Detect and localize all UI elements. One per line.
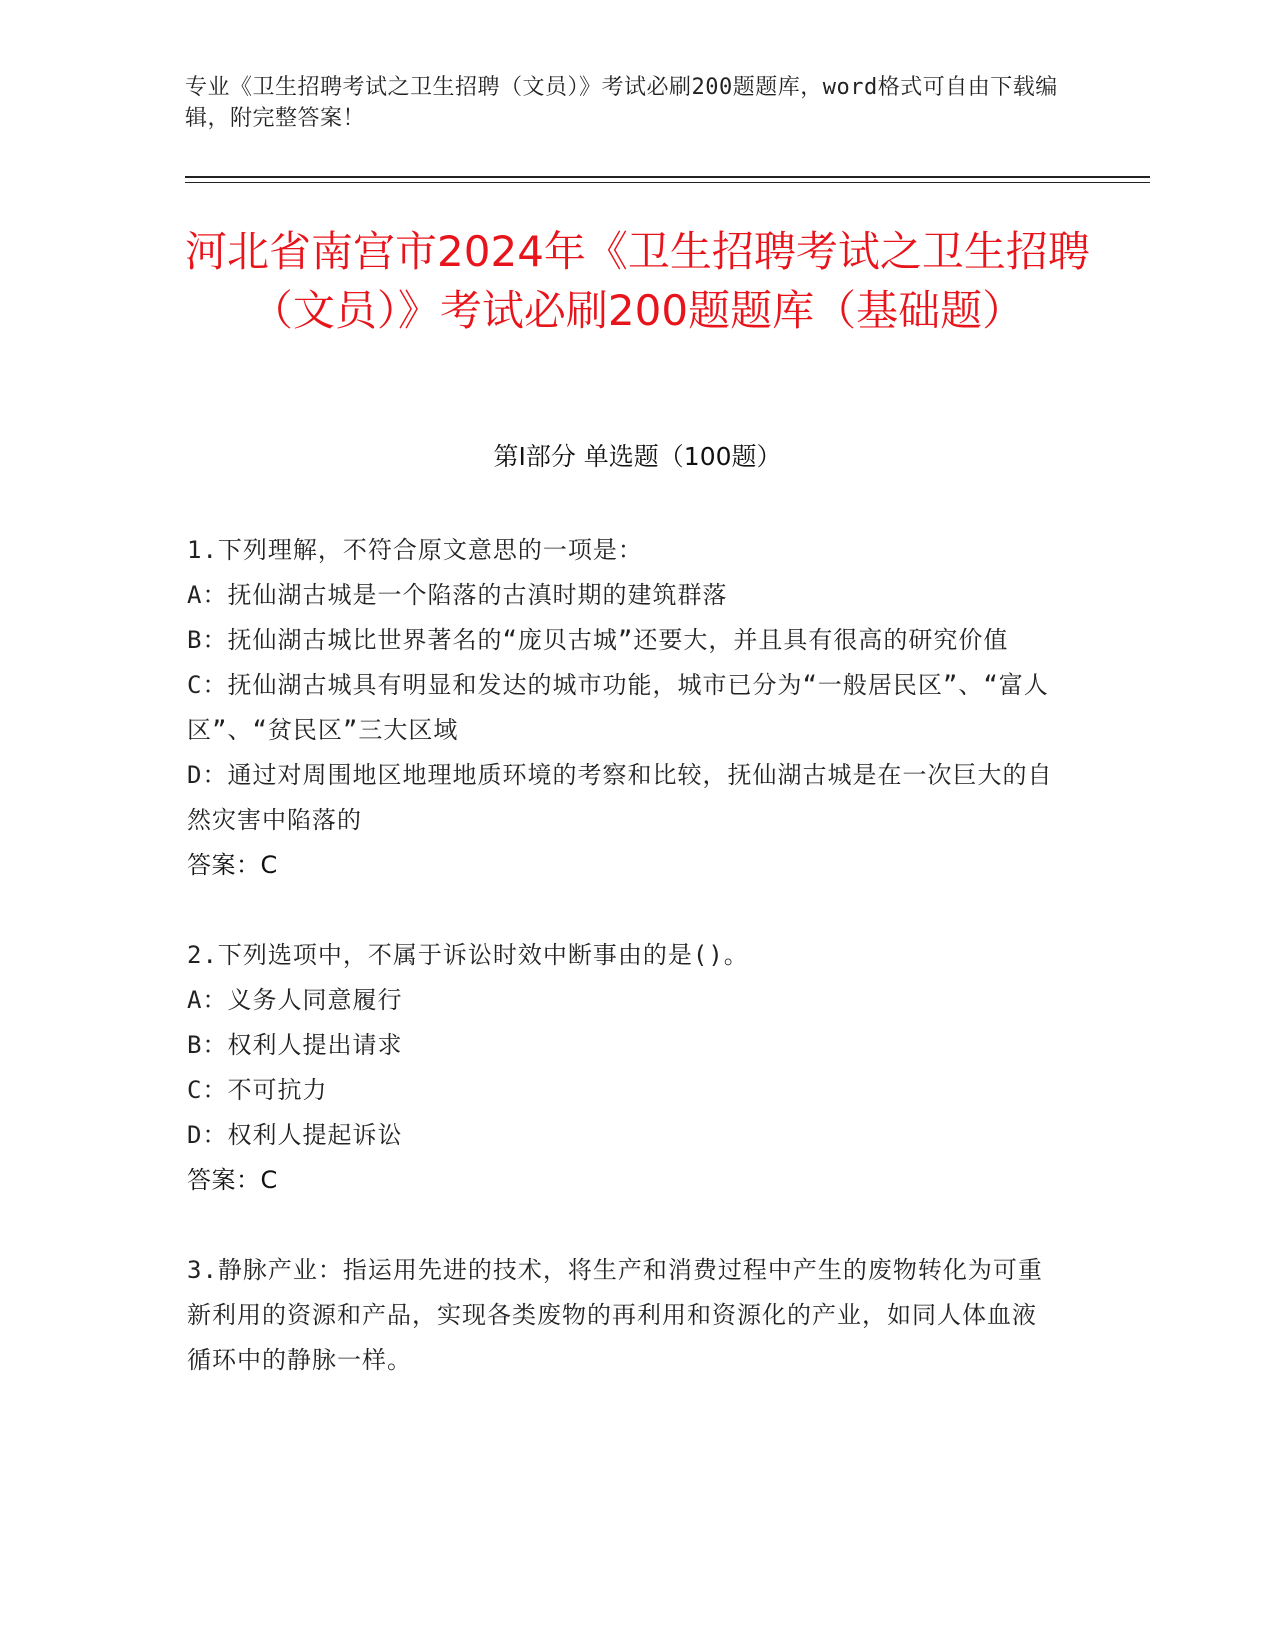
option-d: D：通过对周围地区地理地质环境的考察和比较，抚仙湖古城是在一次巨大的自然灾害中陷落的 — [187, 761, 1053, 834]
option-a: A：抚仙湖古城是一个陷落的古滇时期的建筑群落 — [187, 581, 728, 609]
document-title: 河北省南宫市2024年《卫生招聘考试之卫生招聘（文员）》考试必刷200题题库（基础题） — [185, 227, 1090, 335]
header-note: 专业《卫生招聘考试之卫生招聘（文员）》考试必刷200题题库，word格式可自由下载编辑，附完整答案！ — [185, 75, 1058, 131]
option-a: A：义务人同意履行 — [187, 986, 403, 1014]
question-1 — [187, 528, 1057, 888]
question-2 — [187, 933, 1057, 1203]
option-c: C：抚仙湖古城具有明显和发达的城市功能，城市已分为“一般居民区”、“富人区”、“贫民区”三大区域 — [187, 671, 1049, 744]
option-d: D：权利人提起诉讼 — [187, 1121, 403, 1149]
question-list — [187, 528, 1057, 1428]
header-divider-thick — [185, 176, 1150, 178]
option-b: B：抚仙湖古城比世界著名的“庞贝古城”还要大，并且具有很高的研究价值 — [187, 626, 1009, 654]
question-stem: 1.下列理解，不符合原文意思的一项是： — [187, 536, 643, 564]
question-3 — [187, 1248, 1057, 1383]
header-divider-thin — [185, 182, 1150, 183]
section-title: 第Ⅰ部分 单选题（100题） — [493, 442, 782, 471]
answer: 答案：C — [187, 1166, 278, 1194]
option-b: B：权利人提出请求 — [187, 1031, 403, 1059]
question-stem: 3.静脉产业：指运用先进的技术，将生产和消费过程中产生的废物转化为可重新利用的资源和产品，实现各类废物的再利用和资源化的产业，如同人体血液循环中的静脉一样。 — [187, 1256, 1043, 1374]
answer: 答案：C — [187, 851, 278, 879]
option-c: C：不可抗力 — [187, 1076, 328, 1104]
question-stem: 2.下列选项中，不属于诉讼时效中断事由的是()。 — [187, 941, 749, 969]
